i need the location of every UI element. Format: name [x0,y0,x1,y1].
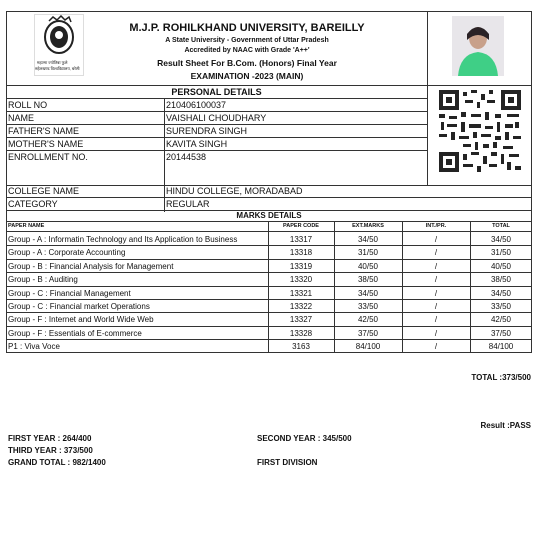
col-header-paper-name: PAPER NAME [8,223,45,229]
university-name: M.J.P. ROHILKHAND UNIVERSITY, BAREILLY [129,22,365,34]
total-marks-cell: 42/50 [490,315,512,325]
row-line [6,286,532,287]
header-line-1: A State University - Government of Uttar Pradesh [165,37,329,44]
table-row [6,272,532,285]
row-line [6,124,427,125]
paper-code: 13322 [289,302,313,311]
personal-col-divider [164,98,165,212]
qr-code-icon [437,88,523,174]
paper-code: 13321 [289,288,313,298]
row-line [6,272,532,273]
logo-text-1: महात्मा ज्योतिबा फुले [37,60,68,65]
college-value: HINDU COLLEGE, MORADABAD [166,186,303,196]
paper-name: Group - F : Essentials of E-commerce [8,328,142,338]
father-name-value: SURENDRA SINGH [166,126,248,136]
ext-marks: 40/50 [357,261,379,271]
col-header-total: TOTAL [492,223,510,229]
divider-header [6,85,532,86]
row-line [6,98,427,99]
ext-marks: 31/50 [357,248,379,258]
mother-name-label: MOTHER'S NAME [8,139,84,149]
grand-total: GRAND TOTAL : 982/1400 [8,458,106,467]
paper-code: 13328 [289,328,313,338]
total-marks-cell: 37/50 [490,328,512,338]
col-header-paper-code: PAPER CODE [283,223,319,229]
paper-code: 13327 [289,315,313,325]
enrollment-label: ENROLLMENT NO. [8,152,88,162]
paper-name: Group - B : Auditing [8,275,78,285]
roll-no-label: ROLL NO [8,100,48,110]
ext-marks: 42/50 [357,315,379,325]
table-row [6,259,532,272]
ext-marks: 84/100 [355,342,381,352]
row-line [6,259,532,260]
third-year-total: THIRD YEAR : 373/500 [8,446,93,455]
ext-marks: 38/50 [357,275,379,285]
personal-details-title: PERSONAL DETAILS [171,87,262,97]
int-pr-marks: / [434,235,438,244]
table-row [6,326,532,339]
table-row [6,245,532,258]
paper-name: Group - C : Financial Management [8,288,131,298]
row-line [6,111,427,112]
qr-divider [427,85,428,185]
ext-marks: 33/50 [357,302,379,311]
enrollment-value: 20144538 [166,152,207,162]
ext-marks: 34/50 [357,235,379,244]
marks-table [6,221,532,353]
total-marks-cell: 38/50 [490,275,512,285]
row-line [6,197,532,198]
total-marks-cell: 34/50 [490,288,512,298]
int-pr-marks: / [434,275,438,285]
paper-code: 3163 [292,342,310,352]
paper-code: 13319 [289,261,313,271]
row-line [6,339,532,340]
category-label: CATEGORY [8,199,58,209]
paper-name: Group - C : Financial market Operations [8,302,150,311]
person-icon [452,16,504,76]
first-year-total: FIRST YEAR : 264/400 [8,434,92,443]
paper-name: Group - F : Internet and World Wide Web [8,315,154,325]
table-row [6,286,532,299]
ext-marks: 34/50 [357,288,379,298]
row-line [6,352,532,353]
logo-text-2: रुहेलखण्ड विश्वविद्यालय, बरेली [35,66,80,71]
marks-details-title: MARKS DETAILS [236,211,302,220]
roll-no-value: 210406100037 [166,100,227,110]
header-line-3: Result Sheet For B.Com. (Honors) Final Year [157,58,337,68]
total-marks-cell: 34/50 [490,235,512,244]
father-name-label: FATHER'S NAME [8,126,80,136]
paper-name: Group - A : Informatin Technology and Its Application to Business [8,235,238,244]
int-pr-marks: / [434,342,438,352]
table-row [6,312,532,325]
frame-top [6,11,532,12]
col-header-int-pr: INT./PR. [425,223,447,229]
table-row [6,299,532,312]
paper-code: 13320 [289,275,313,285]
int-pr-marks: / [434,248,438,258]
row-line [6,245,532,246]
ext-marks: 37/50 [357,328,379,338]
total-marks: TOTAL :373/500 [471,373,531,382]
paper-name: P1 : Viva Voce [8,342,60,352]
paper-code: 13318 [289,248,313,258]
result-status: Result :PASS [480,421,531,430]
row-line [6,137,427,138]
int-pr-marks: / [434,261,438,271]
table-row [6,232,532,245]
int-pr-marks: / [434,288,438,298]
row-line [6,312,532,313]
name-label: NAME [8,113,35,123]
int-pr-marks: / [434,328,438,338]
paper-name: Group - B : Financial Analysis for Management [8,261,174,271]
header-line-4: EXAMINATION -2023 (MAIN) [190,71,304,81]
col-header-ext-marks: EXT.MARKS [352,223,384,229]
mother-name-value: KAVITA SINGH [166,139,228,149]
int-pr-marks: / [434,302,438,311]
int-pr-marks: / [434,315,438,325]
name-value: VAISHALI CHOUDHARY [166,113,267,123]
row-line [6,150,427,151]
total-marks-cell: 84/100 [488,342,514,352]
student-photo [452,16,504,76]
total-marks-cell: 40/50 [490,261,512,271]
paper-name: Group - A : Corporate Accounting [8,248,126,258]
row-line [6,299,532,300]
total-marks-cell: 33/50 [490,302,512,311]
college-label: COLLEGE NAME [8,186,80,196]
table-row [6,339,532,352]
division: FIRST DIVISION [257,458,318,467]
row-line [6,326,532,327]
header-line-2: Accredited by NAAC with Grade 'A++' [184,47,310,54]
paper-code: 13317 [289,235,313,244]
qr-code [437,88,523,174]
total-marks-cell: 31/50 [490,248,512,258]
second-year-total: SECOND YEAR : 345/500 [257,434,352,443]
category-value: REGULAR [166,199,210,209]
